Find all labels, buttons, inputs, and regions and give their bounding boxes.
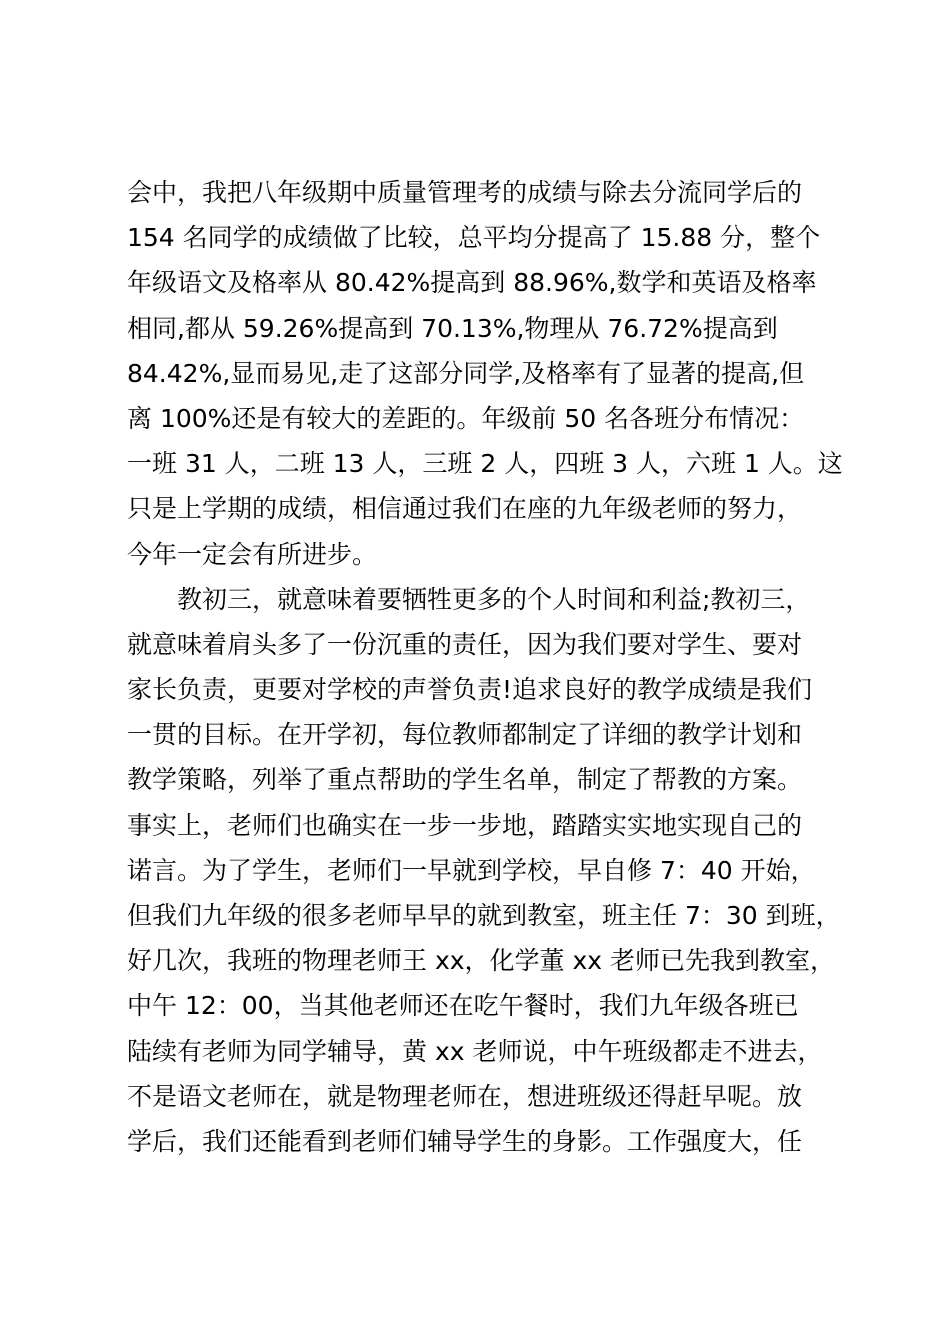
text-line: 诺言。为了学生，老师们一早就到学校，早自修 7：40 开始， <box>127 855 816 885</box>
text-line: 学后，我们还能看到老师们辅导学生的身影。工作强度大，任 <box>127 1126 803 1156</box>
text-line: 84.42%,显而易见,走了这部分同学,及格率有了显著的提高,但 <box>127 358 805 388</box>
text-line: 事实上，老师们也确实在一步一步地，踏踏实实地实现自己的 <box>127 810 803 840</box>
text-line: 会中，我把八年级期中质量管理考的成绩与除去分流同学后的 <box>127 178 803 207</box>
text-line: 教学策略，列举了重点帮助的学生名单，制定了帮教的方案。 <box>127 765 803 795</box>
paragraph-2 <box>127 577 867 1164</box>
paragraph-1 <box>127 170 867 577</box>
text-line: 家长负责，更要对学校的声誉负责!追求良好的教学成绩是我们 <box>127 675 813 705</box>
text-line: 一班 31 人，二班 13 人，三班 2 人，四班 3 人，六班 1 人。这 <box>127 449 843 479</box>
text-line: 不是语文老师在，就是物理老师在，想进班级还得赶早呢。放 <box>127 1081 803 1111</box>
text-line: 陆续有老师为同学辅导，黄 xx 老师说，中午班级都走不进去， <box>127 1036 823 1066</box>
text-line: 就意味着肩头多了一份沉重的责任，因为我们要对学生、要对 <box>127 629 803 659</box>
text-line: 但我们九年级的很多老师早早的就到教室，班主任 7：30 到班， <box>127 901 841 930</box>
text-line: 一贯的目标。在开学初，每位教师都制定了详细的教学计划和 <box>127 720 803 750</box>
text-line: 好几次，我班的物理老师王 xx，化学董 xx 老师已先我到教室， <box>127 946 836 976</box>
text-line: 相同,都从 59.26%提高到 70.13%,物理从 76.72%提高到 <box>127 313 778 343</box>
text-line: 今年一定会有所进步。 <box>127 539 378 569</box>
text-line: 只是上学期的成绩，相信通过我们在座的九年级老师的努力， <box>127 494 803 524</box>
text-line: 年级语文及格率从 80.42%提高到 88.96%,数学和英语及格率 <box>127 268 817 298</box>
text-line: 中午 12：00，当其他老师还在吃午餐时，我们九年级各班已 <box>127 991 799 1021</box>
text-line: 离 100%还是有较大的差距的。年级前 50 名各班分布情况： <box>127 403 805 433</box>
body-text <box>127 170 867 1164</box>
text-line: 154 名同学的成绩做了比较，总平均分提高了 15.88 分，整个 <box>127 223 821 253</box>
text-line-indented: 教初三，就意味着要牺牲更多的个人时间和利益;教初三， <box>177 584 811 614</box>
